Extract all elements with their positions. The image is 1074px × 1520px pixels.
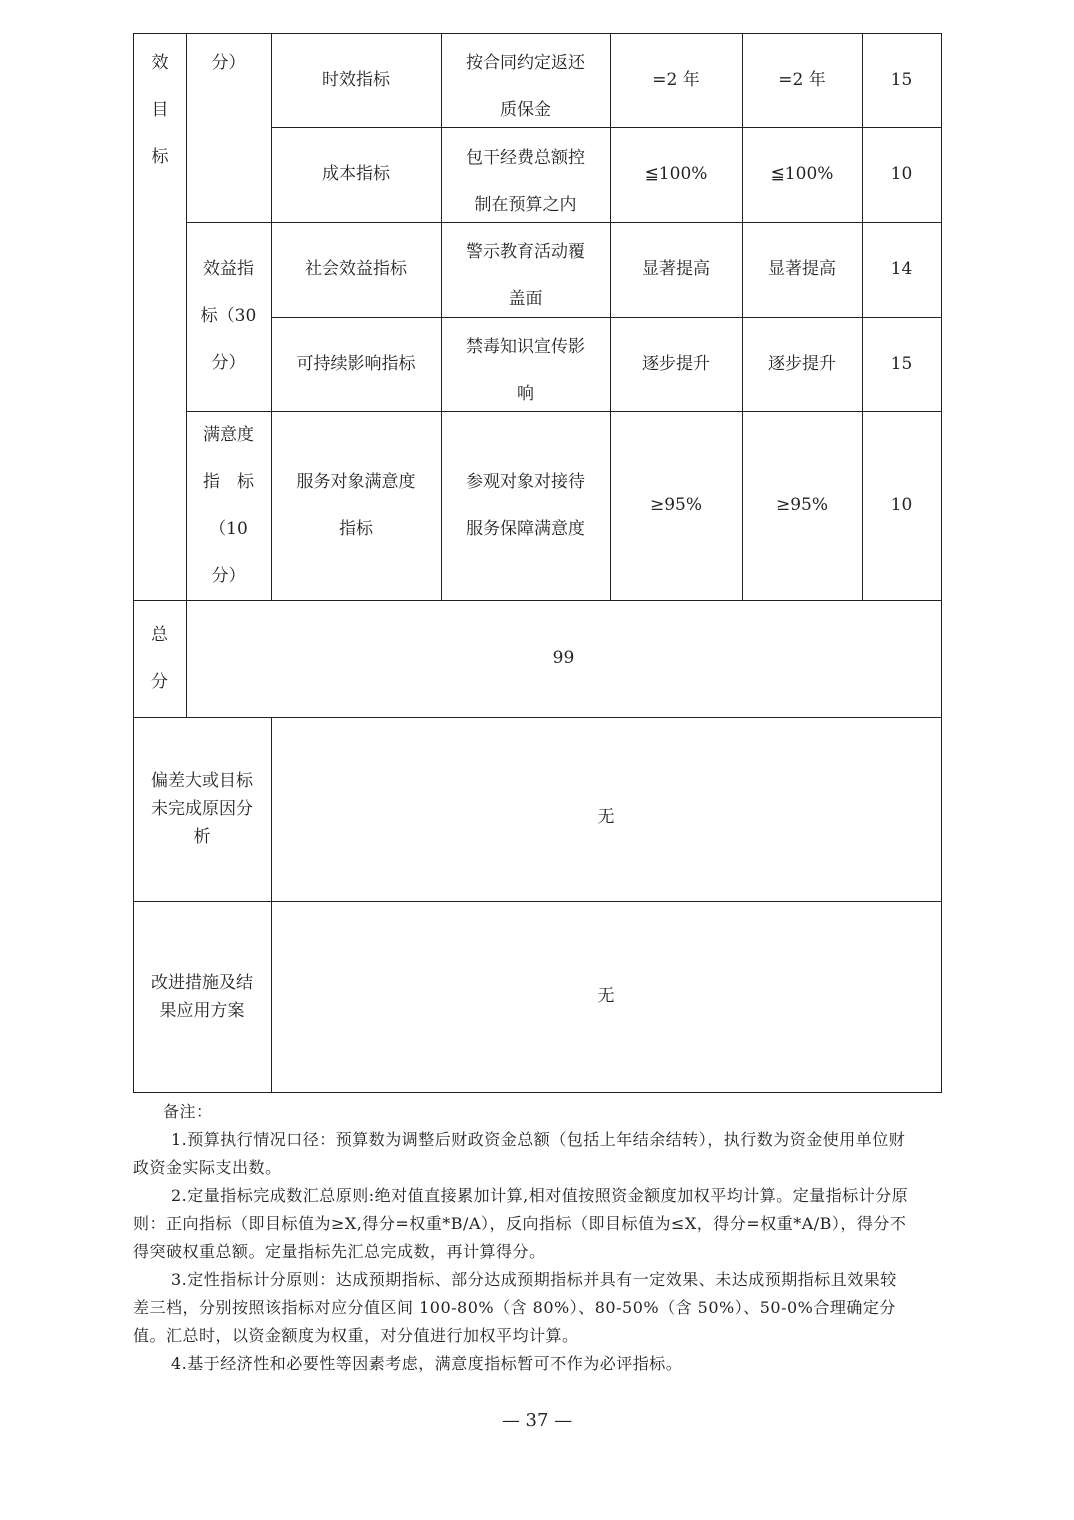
table-row-1-score: 15: [890, 69, 913, 90]
table-row-5-level2: 服务对象满意度 指标: [296, 471, 416, 539]
table-row-4-target: 逐步提升: [642, 353, 710, 374]
table-row-4-actual: 逐步提升: [768, 353, 836, 374]
table-row-2-level2: 成本指标: [322, 164, 390, 184]
table-row-2-actual: ≦100%: [770, 164, 834, 184]
total-score-label: 总 分: [151, 624, 168, 692]
table-row-1-target: =2 年: [652, 69, 700, 90]
remarks-title: 备注：: [163, 1102, 213, 1121]
output-label-fragment: 分）: [211, 53, 246, 73]
table-row-2-level3: 包干经费总额控 制在预算之内: [466, 148, 585, 215]
table-row-1-level3: 按合同约定返还 质保金: [466, 53, 585, 120]
table-row-3-target: 显著提高: [642, 259, 710, 279]
satisfaction-indicator-label: 满意度 指 标 （10 分）: [203, 424, 254, 586]
table-row-3-level2: 社会效益指标: [305, 259, 407, 279]
remark-item-1: 1.预算执行情况口径：预算数为调整后财政资金总额（包括上年结余结转），执行数为资金使用单位财政资金实际支出数。: [133, 1130, 906, 1177]
remark-item-2: 2.定量指标完成数汇总原则:绝对值直接累加计算,相对值按照资金额度加权平均计算。定量指标计分原则：正向指标（即目标值为≥X,得分=权重*B/A），反向指标（即目标值为≤X，得分=权重*A/B），得分不得突破权重总额。定量指标先汇总完成数，再计算得分。: [133, 1186, 909, 1261]
table-row-4-score: 15: [890, 353, 913, 374]
remark-item-4: 4.基于经济性和必要性等因素考虑，满意度指标暂可不作为必评指标。: [171, 1354, 683, 1373]
table-row-3-actual: 显著提高: [768, 259, 836, 279]
table-row-5-level3: 参观对象对接待 服务保障满意度: [466, 471, 585, 539]
table-row-3-level3: 警示教育活动覆 盖面: [466, 242, 585, 309]
total-score-value: 99: [552, 648, 575, 668]
deviation-analysis-value: 无: [597, 806, 615, 827]
category-label-fragment: 效 目 标: [151, 53, 169, 167]
deviation-analysis-label: 偏差大或目标 未完成原因分 析: [151, 771, 253, 847]
table-row-2-target: ≦100%: [644, 164, 708, 184]
table-row-1-level2: 时效指标: [322, 69, 390, 90]
table-row-5-actual: ≥95%: [775, 495, 829, 515]
table-row-2-score: 10: [890, 164, 913, 184]
page-number: — 37 —: [501, 1410, 573, 1431]
table-row-5-target: ≥95%: [649, 495, 703, 515]
improvement-plan-value: 无: [597, 986, 615, 1006]
table-row-5-score: 10: [890, 495, 913, 515]
improvement-plan-label: 改进措施及结 果应用方案: [151, 972, 253, 1021]
table-row-4-level3: 禁毒知识宣传影 响: [466, 337, 585, 404]
remarks-section: [133, 1098, 913, 1378]
table-row-1-actual: =2 年: [778, 69, 826, 90]
table-row-4-level2: 可持续影响指标: [296, 353, 416, 374]
table-row-3-score: 14: [890, 259, 913, 279]
remark-item-3: 3.定性指标计分原则：达成预期指标、部分达成预期指标并具有一定效果、未达成预期指标且效果较差三档，分别按照该指标对应分值区间 100-80%（含 80%）、80-50%（含 50%）、50-0%合理确定分值。汇总时，以资金额度为权重，对分值进行加权平均计算。: [133, 1270, 897, 1345]
benefit-indicator-label: 效益指 标（30 分）: [200, 259, 257, 373]
